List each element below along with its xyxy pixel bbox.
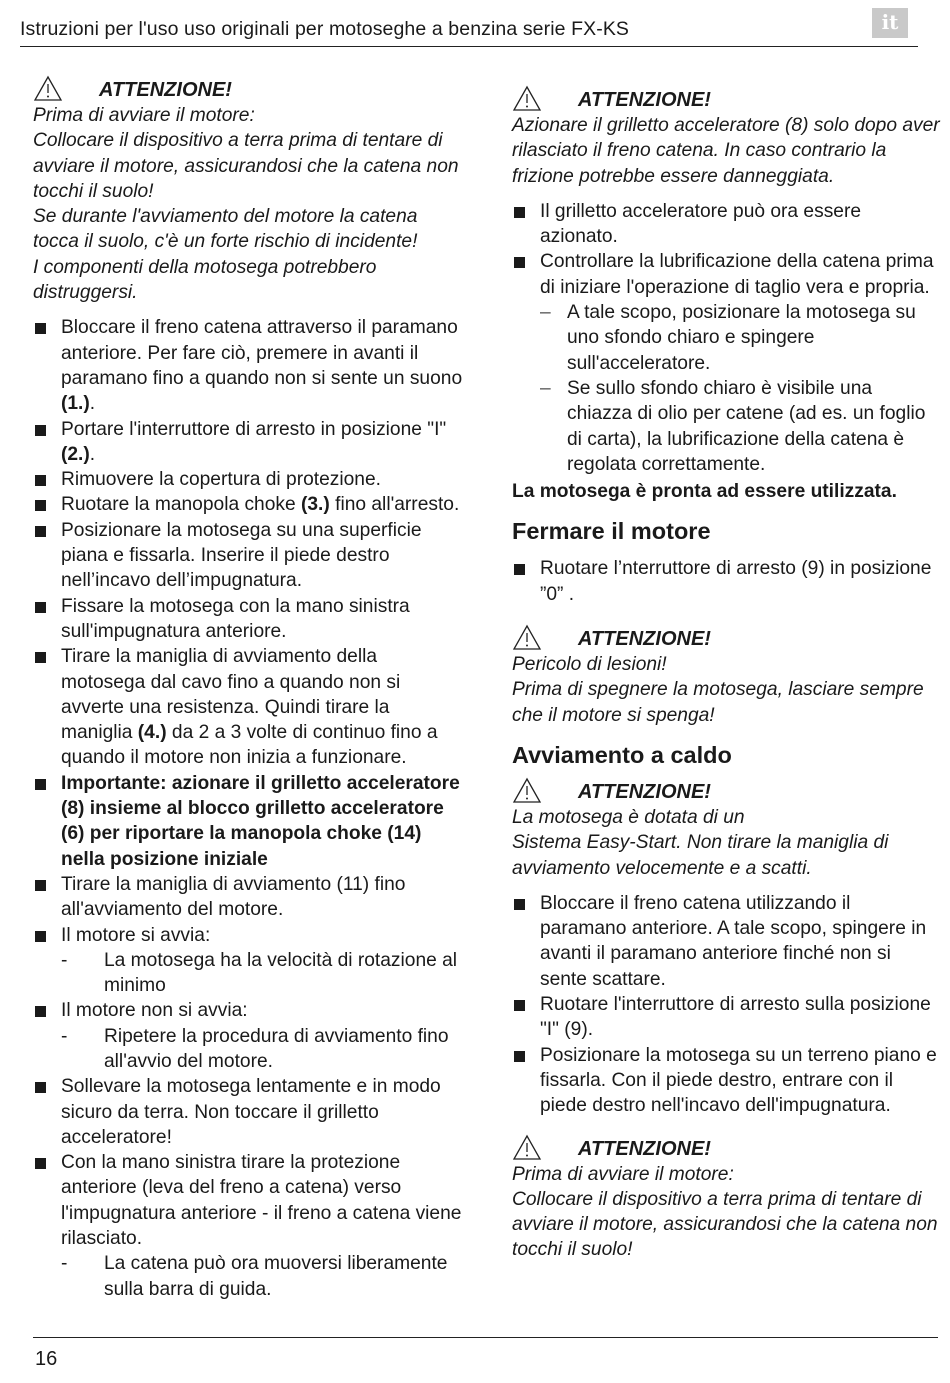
list-item: Posizionare la motosega su una superficie piana e fissarla. Inserire il piede destro nell’incavo dell’impugnatura. <box>33 518 463 594</box>
square-bullet-icon <box>35 323 46 334</box>
sub-item: – A tale scopo, posizionare la motosega su uno sfondo chiaro e spingere sull'acceleratore. <box>540 302 916 374</box>
warning-text: Pericolo di lesioni! <box>512 654 667 676</box>
warning-triangle-icon <box>512 1134 542 1161</box>
warning-text: Prima di avviare il motore: <box>512 1163 734 1185</box>
warning-title: ATTENZIONE! <box>578 1137 711 1160</box>
square-bullet-icon <box>35 1006 46 1017</box>
warning-text: Collocare il dispositivo a terra prima di tentare di avviare il motore, assicurandosi che la catena non tocchi il suolo! <box>512 1188 938 1261</box>
square-bullet-icon <box>35 500 46 511</box>
list-item: Il motore non si avvia: <box>33 998 463 1023</box>
square-bullet-icon <box>35 779 46 790</box>
warning-triangle-icon <box>512 85 542 112</box>
warning-title: ATTENZIONE! <box>99 79 232 101</box>
square-bullet-icon <box>35 1158 46 1169</box>
list-item: Portare l'interruttore di arresto in posizione "I" (2.). <box>33 417 463 468</box>
page-header <box>20 10 918 47</box>
list-item: Con la mano sinistra tirare la protezione anteriore (leva del freno a catena) verso l'impugnatura anteriore - il freno a catena viene rilasciato. <box>33 1150 463 1251</box>
warning-title: ATTENZIONE! <box>578 780 711 803</box>
list-item: Controllare la lubrificazione della catena prima di iniziare l'operazione di taglio vera e propria. <box>512 249 940 300</box>
list-item: Rimuovere la copertura di protezione. <box>33 467 463 492</box>
warning-text: Azionare il grilletto acceleratore (8) solo dopo aver rilasciato il freno catena. In caso contrario la frizione potrebbe essere danneggiata. <box>512 115 940 187</box>
list-item: Bloccare il freno catena attraverso il paramano anteriore. Per fare ciò, premere in avanti il paramano fino a quando non si sente un suono (1.). <box>33 315 463 416</box>
warning-text: Collocare il dispositivo a terra prima di tentare di avviare il motore, assicurandosi che la catena non tocchi il suolo! <box>33 130 459 202</box>
warning-title: ATTENZIONE! <box>578 628 711 651</box>
warning-text: Prima di avviare il motore: <box>33 105 255 126</box>
square-bullet-icon <box>514 1000 525 1011</box>
square-bullet-icon <box>35 1082 46 1093</box>
warning-triangle-icon <box>512 777 542 804</box>
square-bullet-icon <box>514 899 525 910</box>
list-item: Il motore si avvia: <box>33 923 463 948</box>
square-bullet-icon <box>35 602 46 613</box>
sub-item: - La motosega ha la velocità di rotazione al minimo <box>61 949 458 997</box>
right-column <box>512 84 940 1273</box>
list-item: Il grilletto acceleratore può ora essere azionato. <box>512 199 940 250</box>
warning-text: La motosega è dotata di un <box>512 806 745 828</box>
section-heading-stop: Fermare il motore <box>512 518 711 545</box>
warning-title: ATTENZIONE! <box>578 89 711 111</box>
warning-text: Se durante l'avviamento del motore la catena tocca il suolo, c'è un forte rischio di incidente! <box>33 206 418 253</box>
square-bullet-icon <box>514 1051 525 1062</box>
list-item: Ruotare l'interruttore di arresto sulla posizione "I" (9). <box>512 992 940 1043</box>
sub-item: - La catena può ora muoversi liberamente sulla barra di guida. <box>61 1253 448 1300</box>
footer-divider <box>33 1337 938 1338</box>
language-badge: it <box>872 8 908 38</box>
square-bullet-icon <box>35 526 46 537</box>
list-item: Fissare la motosega con la mano sinistra sull'impugnatura anteriore. <box>33 594 463 645</box>
warning-text: Sistema Easy-Start. Non tirare la maniglia di avviamento velocemente e a scatti. <box>512 832 889 879</box>
warning-block <box>512 88 940 189</box>
list-item: Posizionare la motosega su un terreno piano e fissarla. Con il piede destro, entrare con il piede destro nell'incavo dell'impugnatura. <box>512 1043 940 1119</box>
list-item-important: Importante: azionare il grilletto acceleratore (8) insieme al blocco grilletto acceleratore (6) per riportare la manopola choke (14) nella posizione iniziale <box>33 771 463 872</box>
warning-block <box>512 627 940 728</box>
sub-item: - Ripetere la procedura di avviamento fino all'avvio del motore. <box>61 1025 449 1072</box>
list-item: Tirare la maniglia di avviamento (11) fino all'avviamento del motore. <box>33 872 463 923</box>
page-number: 16 <box>35 1348 58 1370</box>
square-bullet-icon <box>35 475 46 486</box>
square-bullet-icon <box>514 257 525 268</box>
warning-triangle-icon <box>512 624 542 651</box>
square-bullet-icon <box>35 931 46 942</box>
header-title: Istruzioni per l'uso uso originali per motoseghe a benzina serie FX-KS <box>20 18 630 40</box>
warning-block <box>512 1137 940 1263</box>
warning-block <box>33 78 463 305</box>
list-item: Sollevare la motosega lentamente e in modo sicuro da terra. Non toccare il grilletto acceleratore! <box>33 1074 463 1150</box>
list-item: Bloccare il freno catena utilizzando il paramano anteriore. A tale scopo, spingere in avanti il paramano anteriore finché non si sente scattare. <box>512 891 940 992</box>
list-item: Tirare la maniglia di avviamento della motosega dal cavo fino a quando non si avverte una resistenza. Quindi tirare la maniglia (4.) da 2 a 3 volte di continuo fino a quando il motore non inizia a funzionare. <box>33 644 463 770</box>
square-bullet-icon <box>35 425 46 436</box>
list-item: Ruotare la manopola choke (3.) fino all'arresto. <box>33 492 463 517</box>
square-bullet-icon <box>35 652 46 663</box>
section-heading-warm-start: Avviamento a caldo <box>512 741 732 768</box>
ready-statement: La motosega è pronta ad essere utilizzata. <box>512 481 897 503</box>
left-column <box>33 74 463 1302</box>
square-bullet-icon <box>35 880 46 891</box>
warning-text: I componenti della motosega potrebbero distruggersi. <box>33 256 377 304</box>
warning-block <box>512 780 940 881</box>
sub-item: – Se sullo sfondo chiaro è visibile una chiazza di olio per catene (ad es. un foglio di carta), la lubrificazione della catena è regolata correttamente. <box>540 377 926 475</box>
warning-text: Prima di spegnere la motosega, lasciare sempre che il motore si spenga! <box>512 679 924 726</box>
square-bullet-icon <box>514 564 525 575</box>
list-item: Ruotare l’nterruttore di arresto (9) in posizione ”0” . <box>512 556 940 607</box>
square-bullet-icon <box>514 207 525 218</box>
warning-triangle-icon <box>33 75 63 102</box>
